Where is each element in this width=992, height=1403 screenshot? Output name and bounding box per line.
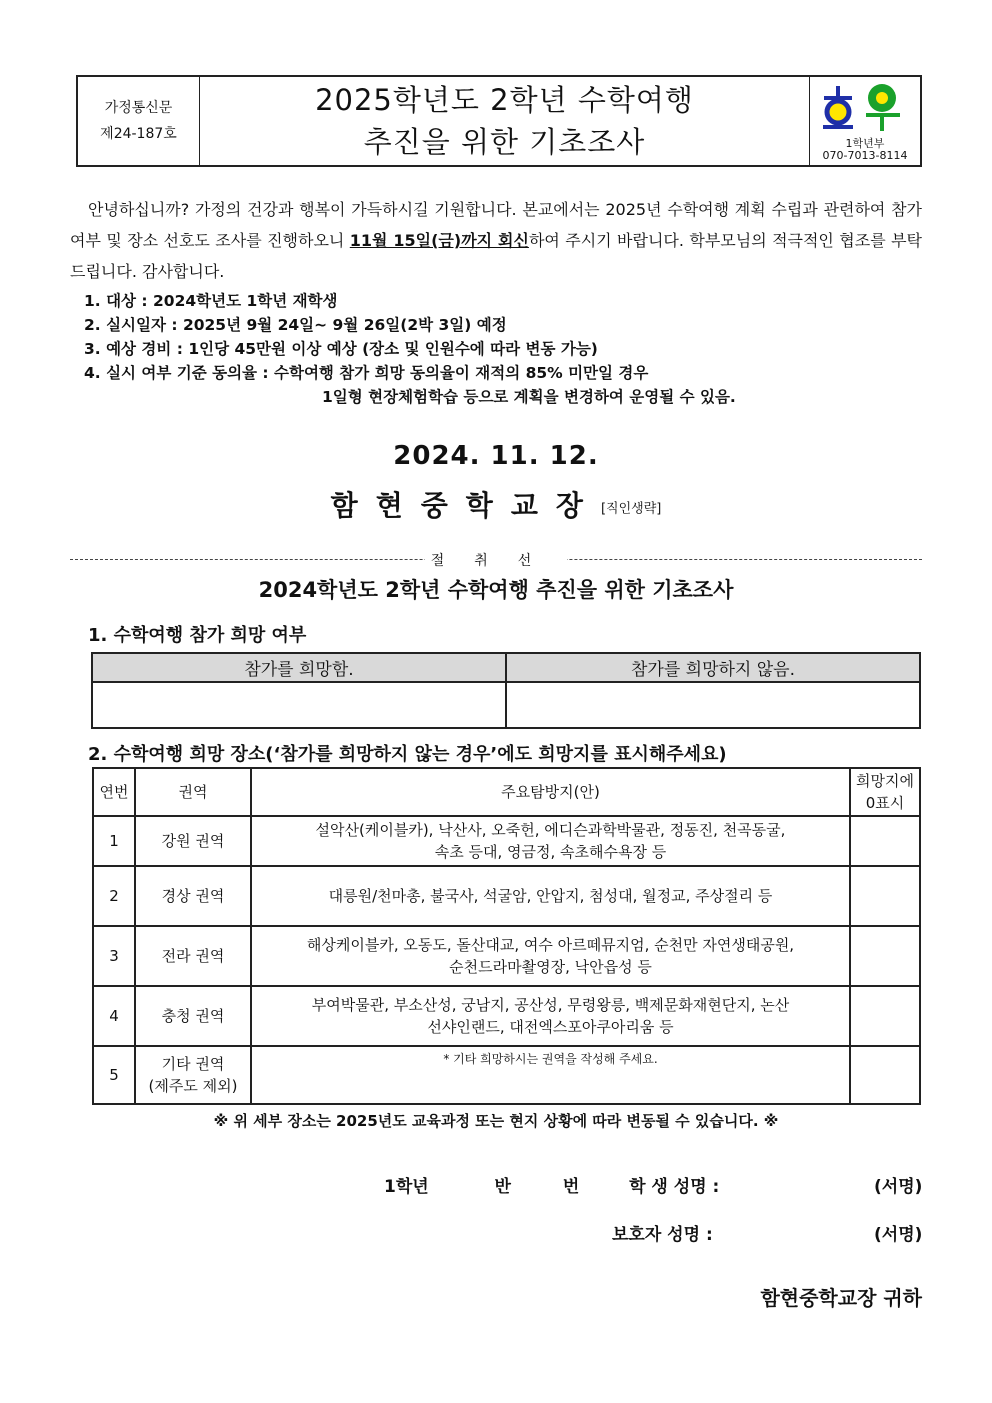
student-sign-line xyxy=(384,1172,719,1197)
places-line1: 부여박물관, 부소산성, 궁남지, 공산성, 무령왕릉, 백제문화재현단지, 논산 xyxy=(311,996,790,1014)
destination-table xyxy=(92,767,921,1105)
row-region: 경상 권역 xyxy=(135,866,251,926)
option-no-check[interactable] xyxy=(506,682,920,728)
cut-label-wrap xyxy=(70,550,922,570)
region-line2: (제주도 제외) xyxy=(148,1077,238,1095)
row-region xyxy=(135,1046,251,1104)
intro-paragraph xyxy=(70,194,922,287)
seal-note: [직인생략] xyxy=(600,501,662,517)
guardian-name-label: 보호자 성명 : xyxy=(612,1225,713,1245)
row-no: 3 xyxy=(93,926,135,986)
intro-text-after: 하여 주시기 바랍니다. 학부모님의 적극적인 협조를 부탁드립니다. 감사합니다. xyxy=(70,231,922,281)
item-criteria: 4. 실시 여부 기준 동의율 : 수학여행 참가 희망 동의율이 재적의 85% 미만일 경우 xyxy=(84,364,649,382)
row-no: 4 xyxy=(93,986,135,1046)
item-target: 1. 대상 : 2024학년도 1학년 재학생 xyxy=(84,292,338,310)
question-2: 2. 수학여행 희망 장소(‘참가를 희망하지 않는 경우’에도 희망지를 표시해주세요) xyxy=(88,744,727,765)
col-places: 주요탐방지(안) xyxy=(251,768,850,816)
row-places xyxy=(251,926,850,986)
mark-cell[interactable] xyxy=(850,986,920,1046)
places-line1: 설악산(케이블카), 낙산사, 오죽헌, 에디슨과학박물관, 정동진, 천곡동굴, xyxy=(315,821,786,839)
col-mark-line2: 0표시 xyxy=(865,794,905,812)
doc-type: 가정통신문 xyxy=(104,100,173,116)
row-no: 2 xyxy=(93,866,135,926)
doc-title xyxy=(200,77,810,165)
item-date: 2. 실시일자 : 2025년 9월 24일~ 9월 26일(2박 3일) 예정 xyxy=(84,316,507,334)
row-no: 1 xyxy=(93,816,135,866)
title-line2: 추진을 위한 기초조사 xyxy=(363,125,646,159)
mark-cell[interactable] xyxy=(850,866,920,926)
row-no: 5 xyxy=(93,1046,135,1104)
change-notice: ※ 위 세부 장소는 2025년도 교육과정 또는 현지 상황에 따라 변동될 수 있습니다. ※ xyxy=(213,1112,779,1130)
number-field[interactable]: 번 xyxy=(562,1177,580,1197)
student-sign[interactable]: (서명) xyxy=(874,1177,923,1197)
cut-label: 절취선 xyxy=(425,553,568,569)
col-no: 연번 xyxy=(93,768,135,816)
dept-label: 1학년부 xyxy=(845,137,885,150)
table-row xyxy=(93,1046,920,1104)
guardian-sign[interactable]: (서명) xyxy=(874,1225,923,1245)
row-region: 강원 권역 xyxy=(135,816,251,866)
row-region: 전라 권역 xyxy=(135,926,251,986)
row-places xyxy=(251,866,850,926)
participation-table xyxy=(91,652,921,729)
issue-date: 2024. 11. 12. xyxy=(393,441,599,471)
option-yes: 참가를 희망함. xyxy=(92,653,506,682)
option-yes-check[interactable] xyxy=(92,682,506,728)
row-places xyxy=(251,986,850,1046)
mark-cell[interactable] xyxy=(850,926,920,986)
places-line2: 선샤인랜드, 대전엑스포아쿠아리움 등 xyxy=(427,1018,674,1036)
survey-title: 2024학년도 2학년 수학여행 추진을 위한 기초조사 xyxy=(258,578,734,602)
principal-line xyxy=(0,484,992,524)
doc-info xyxy=(78,77,200,165)
logo-area xyxy=(810,77,920,165)
principal-name: 함현중학교장 xyxy=(330,489,601,522)
places-line2: 속초 등대, 영금정, 속초해수욕장 등 xyxy=(434,843,667,861)
places-line1: 대릉원/천마총, 불국사, 석굴암, 안압지, 첨성대, 월정교, 주상절리 등 xyxy=(328,887,773,905)
table-row xyxy=(93,816,920,866)
closing: 함현중학교장 귀하 xyxy=(760,1286,922,1310)
col-region: 권역 xyxy=(135,768,251,816)
doc-number: 제24-187호 xyxy=(100,126,177,142)
question-1: 1. 수학여행 참가 희망 여부 xyxy=(88,625,307,646)
item-criteria-cont: 1일형 현장체험학습 등으로 계획을 변경하여 운영될 수 있음. xyxy=(322,388,736,406)
col-mark xyxy=(850,768,920,816)
grade-label: 1학년 xyxy=(384,1177,429,1197)
row-places xyxy=(251,816,850,866)
places-line2: 순천드라마촬영장, 낙안읍성 등 xyxy=(449,958,652,976)
reply-deadline: 11월 15일(금)까지 회신 xyxy=(349,231,529,250)
header-box xyxy=(76,75,922,167)
class-field[interactable]: 반 xyxy=(494,1177,511,1197)
mark-cell[interactable] xyxy=(850,816,920,866)
mark-cell[interactable] xyxy=(850,1046,920,1104)
table-row xyxy=(93,986,920,1046)
row-places-input[interactable]: * 기타 희망하시는 권역을 작성해 주세요. xyxy=(251,1046,850,1104)
places-line1: 해상케이블카, 오동도, 돌산대교, 여수 아르떼뮤지엄, 순천만 자연생태공원, xyxy=(306,936,795,954)
table-row xyxy=(93,866,920,926)
cut-line xyxy=(70,551,922,567)
option-no: 참가를 희망하지 않음. xyxy=(506,653,920,682)
intro-text-before: 안녕하십니까? 가정의 건강과 행복이 가득하시길 기원합니다. 본교에서는 2025년 수학여행 계획 수립과 관련하여 참가 여부 및 장소 선호도 조사를 진행하오니 xyxy=(70,200,922,250)
region-line1: 기타 권역 xyxy=(161,1055,225,1073)
phone-number: 070-7013-8114 xyxy=(822,149,908,162)
title-line1: 2025학년도 2학년 수학여행 xyxy=(315,83,694,117)
school-logo xyxy=(822,82,908,134)
table-row xyxy=(93,926,920,986)
student-name-label: 학 생 성명 : xyxy=(629,1177,720,1197)
item-cost: 3. 예상 경비 : 1인당 45만원 이상 예상 (장소 및 인원수에 따라 변동 가능) xyxy=(84,340,598,358)
row-region: 충청 권역 xyxy=(135,986,251,1046)
col-mark-line1: 희망지에 xyxy=(856,772,914,790)
